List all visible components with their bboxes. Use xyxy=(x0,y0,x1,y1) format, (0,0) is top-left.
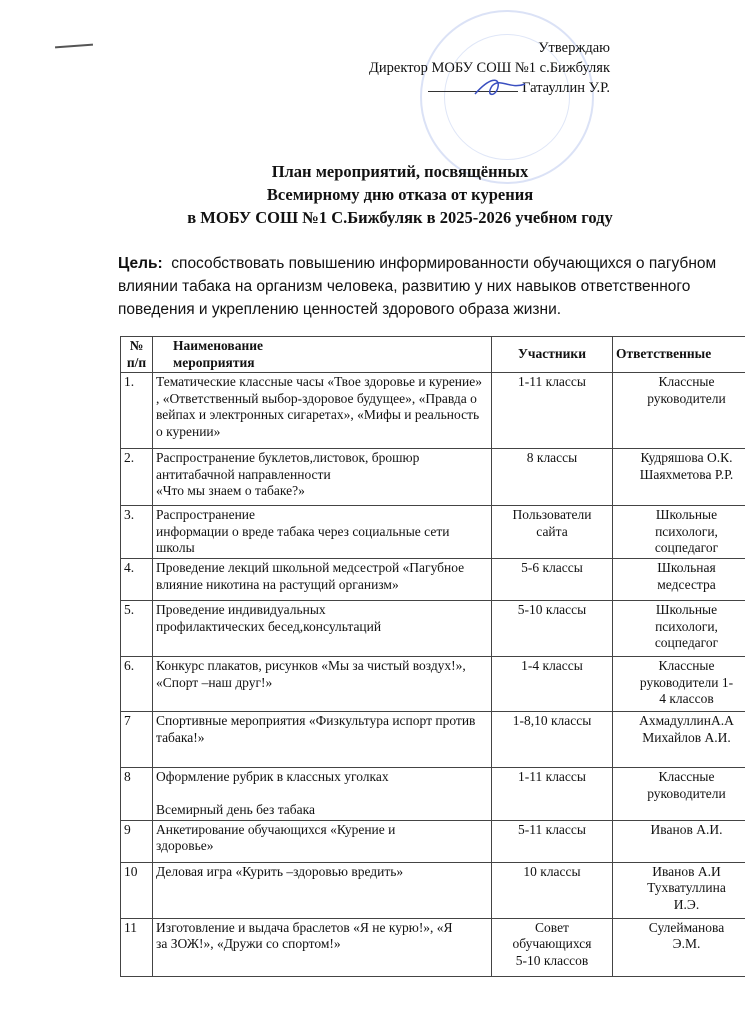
participants: 8 классы xyxy=(492,449,613,506)
table-row xyxy=(121,449,745,506)
table-row xyxy=(121,373,745,449)
goal-text: способствовать повышению информированности обучающихся о пагубном влиянии табака на организм человека, развитию у них навыков ответственного поведения и укреплению ценностей здорового образа жизни. xyxy=(118,255,717,318)
event-name: Деловая игра «Курить –здоровью вредить» xyxy=(153,862,492,918)
event-name: Распространение буклетов,листовок, брошюр антитабачной направленности «Что мы знаем о табаке?» xyxy=(153,449,492,506)
header-number: № п/п xyxy=(121,337,153,373)
header-event: Наименование мероприятия xyxy=(153,337,492,373)
table-row xyxy=(121,657,745,712)
event-name: Оформление рубрик в классных уголках Всемирный день без табака xyxy=(153,768,492,821)
table-row xyxy=(121,712,745,768)
row-number: 1. xyxy=(121,373,153,449)
responsible: Классные руководители xyxy=(613,373,745,449)
document-title xyxy=(0,160,745,229)
table-row xyxy=(121,820,745,862)
row-number: 11 xyxy=(121,918,153,976)
table-row xyxy=(121,559,745,601)
table-row xyxy=(121,506,745,559)
responsible: Сулейманова Э.М. xyxy=(613,918,745,976)
responsible: Школьные психологи, соцпедагог xyxy=(613,506,745,559)
event-name: Проведение лекций школьной медсестрой «Пагубное влияние никотина на растущий организм» xyxy=(153,559,492,601)
responsible: Классные руководители xyxy=(613,768,745,821)
participants: 5-6 классы xyxy=(492,559,613,601)
row-number: 8 xyxy=(121,768,153,821)
responsible: Кудряшова О.К. Шаяхметова Р.Р. xyxy=(613,449,745,506)
participants: 1-8,10 классы xyxy=(492,712,613,768)
responsible: Школьная медсестра xyxy=(613,559,745,601)
approver-name: Гатауллин У.Р. xyxy=(522,80,610,96)
responsible: Классные руководители 1- 4 классов xyxy=(613,657,745,712)
event-name: Изготовление и выдача браслетов «Я не курю!», «Я за ЗОЖ!», «Дружи со спортом!» xyxy=(153,918,492,976)
title-line: План мероприятий, посвящённых xyxy=(271,162,529,181)
row-number: 9 xyxy=(121,820,153,862)
participants: 5-10 классы xyxy=(492,601,613,657)
table-row xyxy=(121,862,745,918)
event-name: Анкетирование обучающихся «Курение и здоровье» xyxy=(153,820,492,862)
event-name: Конкурс плакатов, рисунков «Мы за чистый воздух!», «Спорт –наш друг!» xyxy=(153,657,492,712)
responsible: Иванов А.И. xyxy=(613,820,745,862)
title-line: Всемирному дню отказа от курения xyxy=(266,185,534,204)
participants: 10 классы xyxy=(492,862,613,918)
row-number: 2. xyxy=(121,449,153,506)
scan-mark xyxy=(55,44,93,49)
responsible: АхмадуллинА.А Михайлов А.И. xyxy=(613,712,745,768)
row-number: 6. xyxy=(121,657,153,712)
event-name: Проведение индивидуальных профилактических бесед,консультаций xyxy=(153,601,492,657)
responsible: Школьные психологи, соцпедагог xyxy=(613,601,745,657)
participants: 5-11 классы xyxy=(492,820,613,862)
row-number: 5. xyxy=(121,601,153,657)
event-name: Спортивные мероприятия «Физкультура испорт против табака!» xyxy=(153,712,492,768)
signature xyxy=(470,72,530,102)
participants: 1-4 классы xyxy=(492,657,613,712)
header-responsible: Ответственные xyxy=(613,337,745,373)
goal-label: Цель: xyxy=(118,255,163,272)
row-number: 3. xyxy=(121,506,153,559)
header-participants: Участники xyxy=(492,337,613,373)
table-header xyxy=(121,337,745,373)
approver-position: Директор МОБУ СОШ №1 с.Бижбуляк xyxy=(369,60,610,76)
row-number: 7 xyxy=(121,712,153,768)
participants: Совет обучающихся 5-10 классов xyxy=(492,918,613,976)
table-row xyxy=(121,768,745,821)
table-row xyxy=(121,601,745,657)
event-name: Распространение информации о вреде табака через социальные сети школы xyxy=(153,506,492,559)
approval-label: Утверждаю xyxy=(538,40,610,56)
participants: Пользователи сайта xyxy=(492,506,613,559)
row-number: 10 xyxy=(121,862,153,918)
participants: 1-11 классы xyxy=(492,373,613,449)
table-row xyxy=(121,918,745,976)
goal-paragraph xyxy=(118,252,728,321)
responsible: Иванов А.И Тухватуллина И.Э. xyxy=(613,862,745,918)
row-number: 4. xyxy=(121,559,153,601)
participants: 1-11 классы xyxy=(492,768,613,821)
title-line: в МОБУ СОШ №1 С.Бижбуляк в 2025-2026 учебном году xyxy=(187,208,613,227)
events-table xyxy=(120,336,745,977)
event-name: Тематические классные часы «Твое здоровье и курение» , «Ответственный выбор-здоровое будущее», «Правда о вейпах и электронных сигаретах», «Мифы и реальность о курении» xyxy=(153,373,492,449)
